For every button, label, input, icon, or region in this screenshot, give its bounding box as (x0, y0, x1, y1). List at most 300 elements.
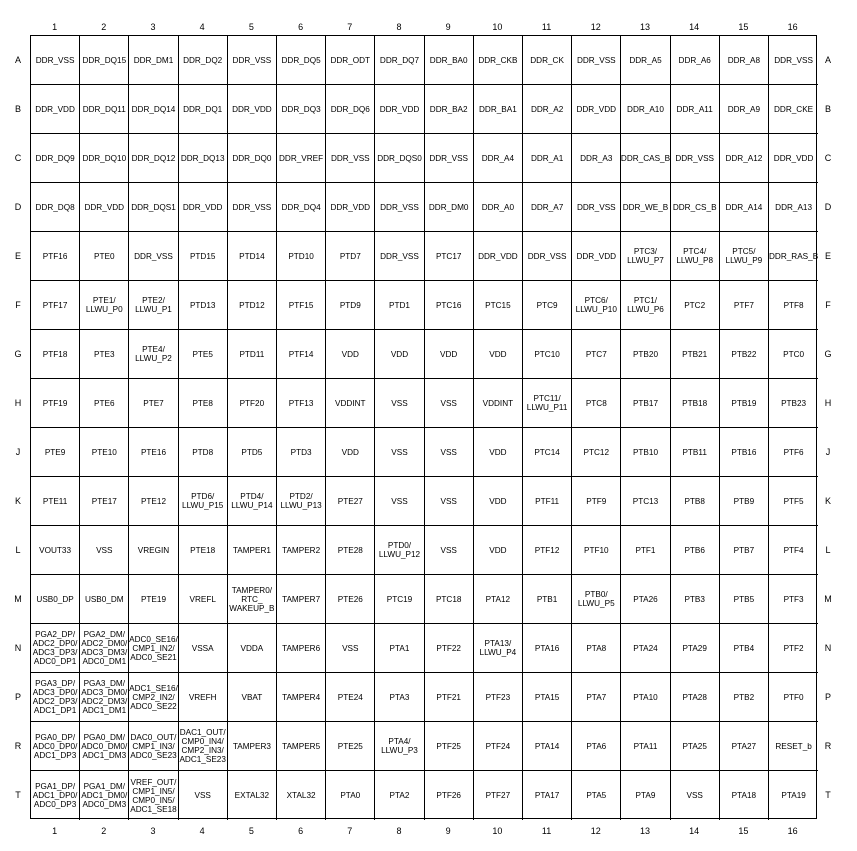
pin-cell: DDR_A2 (523, 85, 572, 134)
pin-cell: DDR_DQ4 (277, 183, 326, 232)
pin-cell: PTF16 (31, 232, 80, 281)
pin-cell: PTC16 (425, 281, 474, 330)
pin-cell: PTF5 (769, 477, 818, 526)
pin-cell: VDD (326, 428, 375, 477)
pin-cell: VREFL (179, 575, 228, 624)
pin-cell: PTF17 (31, 281, 80, 330)
pin-cell: PTD9 (326, 281, 375, 330)
pin-cell: PTC2 (671, 281, 720, 330)
pin-cell: XTAL32 (277, 771, 326, 820)
pin-cell: DDR_CK (523, 36, 572, 85)
pin-cell: PTF9 (572, 477, 621, 526)
pin-cell: PTB22 (720, 330, 769, 379)
column-number: 10 (492, 826, 503, 836)
pin-cell: DDR_VREF (277, 134, 326, 183)
pin-cell: PTF19 (31, 379, 80, 428)
pin-cell: DDR_VSS (31, 36, 80, 85)
pin-cell: DDR_VSS (572, 183, 621, 232)
row-letter: J (825, 446, 831, 457)
pin-cell: PTD5 (228, 428, 277, 477)
pin-cell: PTA12 (474, 575, 523, 624)
column-number: 6 (298, 826, 304, 836)
column-number: 4 (199, 826, 205, 836)
pin-cell: PTA1 (375, 624, 424, 673)
pin-cell: VREGIN (129, 526, 178, 575)
pin-cell: VDD (474, 428, 523, 477)
pin-cell: VSS (671, 771, 720, 820)
pin-cell: PTE4/ LLWU_P2 (129, 330, 178, 379)
row-letter: R (14, 740, 22, 751)
pin-cell: PTB3 (671, 575, 720, 624)
pin-cell: PTA18 (720, 771, 769, 820)
pin-cell: DDR_A1 (523, 134, 572, 183)
pin-cell: PTE27 (326, 477, 375, 526)
pin-cell: VREFH (179, 673, 228, 722)
pin-cell: PTF11 (523, 477, 572, 526)
pin-cell: PTA9 (621, 771, 670, 820)
pin-cell: PTE28 (326, 526, 375, 575)
row-letter: L (15, 544, 21, 555)
pin-cell: PTB9 (720, 477, 769, 526)
pin-cell: PTD0/ LLWU_P12 (375, 526, 424, 575)
pin-cell: PTB20 (621, 330, 670, 379)
pin-cell: DDR_DQ0 (228, 134, 277, 183)
row-letter: M (14, 593, 22, 604)
pin-cell: PTD6/ LLWU_P15 (179, 477, 228, 526)
pin-cell: PTD2/ LLWU_P13 (277, 477, 326, 526)
pin-cell: PTE9 (31, 428, 80, 477)
column-number: 4 (199, 22, 205, 32)
pin-cell: VOUT33 (31, 526, 80, 575)
pin-cell: PTA0 (326, 771, 375, 820)
pin-cell: DDR_VDD (31, 85, 80, 134)
pin-cell: DDR_BA1 (474, 85, 523, 134)
pin-cell: PTF14 (277, 330, 326, 379)
pin-cell: PTC10 (523, 330, 572, 379)
row-letter: L (825, 544, 831, 555)
pin-cell: PTA16 (523, 624, 572, 673)
pin-cell: DDR_VDD (326, 183, 375, 232)
pin-cell: PTC18 (425, 575, 474, 624)
pin-cell: TAMPER4 (277, 673, 326, 722)
pin-cell: PTC9 (523, 281, 572, 330)
row-letter: G (14, 348, 22, 359)
pin-cell: DDR_A10 (621, 85, 670, 134)
row-letter: A (14, 54, 21, 65)
pin-cell: DDR_A13 (769, 183, 818, 232)
pin-cell: VSSA (179, 624, 228, 673)
pin-cell: DDR_WE_B (621, 183, 670, 232)
pin-cell: DDR_DQ10 (80, 134, 129, 183)
row-letter: M (824, 593, 832, 604)
pin-cell: PTC19 (375, 575, 424, 624)
pin-cell: PTA10 (621, 673, 670, 722)
ball-map-grid (30, 35, 817, 819)
pin-cell: USB0_DP (31, 575, 80, 624)
pin-cell: DDR_A3 (572, 134, 621, 183)
pin-cell: DDR_A5 (621, 36, 670, 85)
pin-cell: PTA25 (671, 722, 720, 771)
pin-cell: DDR_BA2 (425, 85, 474, 134)
pin-cell: PTE12 (129, 477, 178, 526)
pin-cell: USB0_DM (80, 575, 129, 624)
pin-cell: DDR_CKB (474, 36, 523, 85)
pin-cell: DDR_VSS (326, 134, 375, 183)
pin-cell: DDR_VDD (375, 85, 424, 134)
pin-cell: PTA11 (621, 722, 670, 771)
pin-cell: PGA3_DM/ ADC3_DM0/ ADC2_DM3/ ADC1_DM1 (80, 673, 129, 722)
pin-cell: PTA13/ LLWU_P4 (474, 624, 523, 673)
pin-cell: TAMPER1 (228, 526, 277, 575)
row-letter: D (14, 201, 22, 212)
column-number: 15 (738, 826, 749, 836)
pin-cell: VSS (425, 379, 474, 428)
column-number: 7 (347, 826, 353, 836)
pin-cell: EXTAL32 (228, 771, 277, 820)
pin-cell: DDR_VSS (671, 134, 720, 183)
pin-cell: PTF18 (31, 330, 80, 379)
pin-cell: PTF4 (769, 526, 818, 575)
pin-cell: DDR_VDD (80, 183, 129, 232)
pin-cell: VDD (375, 330, 424, 379)
pin-cell: PTF23 (474, 673, 523, 722)
pin-cell: PTC14 (523, 428, 572, 477)
row-letter: E (14, 250, 21, 261)
pin-cell: DDR_A4 (474, 134, 523, 183)
row-letter: H (824, 397, 832, 408)
pin-cell: PTE5 (179, 330, 228, 379)
pin-cell: TAMPER5 (277, 722, 326, 771)
pin-cell: DDR_A6 (671, 36, 720, 85)
pin-cell: PTA6 (572, 722, 621, 771)
pin-cell: PTE26 (326, 575, 375, 624)
pin-cell: DDR_VSS (375, 232, 424, 281)
column-number: 11 (541, 826, 552, 836)
pin-cell: DDR_DQ14 (129, 85, 178, 134)
pin-cell: TAMPER7 (277, 575, 326, 624)
pin-cell: DDR_VSS (769, 36, 818, 85)
pin-cell: VDD (474, 477, 523, 526)
pin-cell: PTA3 (375, 673, 424, 722)
pin-cell: PGA3_DP/ ADC3_DP0/ ADC2_DP3/ ADC1_DP1 (31, 673, 80, 722)
pin-cell: PTC7 (572, 330, 621, 379)
pin-cell: DDR_DM1 (129, 36, 178, 85)
column-number: 13 (639, 22, 650, 32)
pin-cell: TAMPER2 (277, 526, 326, 575)
pin-cell: PTE11 (31, 477, 80, 526)
pin-cell: DAC1_OUT/ CMP0_IN4/ CMP2_IN3/ ADC1_SE23 (179, 722, 228, 771)
pin-cell: DDR_DQ1 (179, 85, 228, 134)
pin-cell: PTA26 (621, 575, 670, 624)
row-letter: B (824, 103, 831, 114)
pin-cell: PTA14 (523, 722, 572, 771)
pin-cell: PTA24 (621, 624, 670, 673)
pin-cell: DDR_CAS_B (621, 134, 670, 183)
pin-cell: DDR_VDD (572, 232, 621, 281)
pin-cell: PTB21 (671, 330, 720, 379)
pin-cell: PTD12 (228, 281, 277, 330)
row-letter: T (825, 789, 831, 800)
pin-cell: ADC1_SE16/ CMP2_IN2/ ADC0_SE22 (129, 673, 178, 722)
row-letter: N (14, 642, 22, 653)
pin-cell: PTB17 (621, 379, 670, 428)
pin-cell: PTB10 (621, 428, 670, 477)
pin-cell: PTC13 (621, 477, 670, 526)
pin-cell: PTC6/ LLWU_P10 (572, 281, 621, 330)
pin-cell: PTE17 (80, 477, 129, 526)
pin-cell: PTB16 (720, 428, 769, 477)
row-letter: F (15, 299, 21, 310)
pin-cell: PTA29 (671, 624, 720, 673)
row-letter: D (824, 201, 832, 212)
pin-cell: DDR_DQ15 (80, 36, 129, 85)
pin-cell: DDR_A9 (720, 85, 769, 134)
pin-cell: PGA2_DP/ ADC2_DP0/ ADC3_DP3/ ADC0_DP1 (31, 624, 80, 673)
pin-cell: PTD15 (179, 232, 228, 281)
pin-cell: PGA1_DM/ ADC1_DM0/ ADC0_DM3 (80, 771, 129, 820)
pin-cell: PTE10 (80, 428, 129, 477)
row-letter: P (14, 691, 21, 702)
pin-cell: DDR_CS_B (671, 183, 720, 232)
pin-cell: PTC4/ LLWU_P8 (671, 232, 720, 281)
column-number: 15 (738, 22, 749, 32)
pin-cell: DDR_VDD (179, 183, 228, 232)
pin-cell: DDR_RAS_B (769, 232, 818, 281)
column-number: 1 (52, 22, 58, 32)
pin-cell: PTF1 (621, 526, 670, 575)
pin-cell: PTE7 (129, 379, 178, 428)
pin-cell: PTF27 (474, 771, 523, 820)
pin-cell: DDR_VSS (523, 232, 572, 281)
pin-cell: DDR_VDD (769, 134, 818, 183)
pin-cell: VDDINT (326, 379, 375, 428)
column-number: 9 (445, 826, 451, 836)
pin-cell: DDR_VSS (228, 36, 277, 85)
pin-cell: PTE8 (179, 379, 228, 428)
pin-cell: DDR_CKE (769, 85, 818, 134)
pin-cell: VSS (425, 477, 474, 526)
pin-cell: PTF7 (720, 281, 769, 330)
pin-cell: PGA1_DP/ ADC1_DP0/ ADC0_DP3 (31, 771, 80, 820)
pin-cell: PTE25 (326, 722, 375, 771)
pin-cell: PTB4 (720, 624, 769, 673)
pin-cell: VDD (474, 526, 523, 575)
pin-cell: DDR_VDD (572, 85, 621, 134)
row-letter: K (824, 495, 831, 506)
pin-cell: DDR_A0 (474, 183, 523, 232)
pin-cell: PTE0 (80, 232, 129, 281)
column-number: 9 (445, 22, 451, 32)
pin-cell: PTD8 (179, 428, 228, 477)
column-number: 13 (639, 826, 650, 836)
pin-cell: PTA4/ LLWU_P3 (375, 722, 424, 771)
pin-cell: VSS (375, 477, 424, 526)
pin-cell: PTA2 (375, 771, 424, 820)
pin-cell: PTC15 (474, 281, 523, 330)
column-number: 14 (689, 22, 700, 32)
pin-cell: PTF25 (425, 722, 474, 771)
pin-cell: VSS (425, 526, 474, 575)
pin-cell: DDR_DQ11 (80, 85, 129, 134)
pin-cell: PTD13 (179, 281, 228, 330)
pin-cell: PTF24 (474, 722, 523, 771)
column-number: 2 (101, 826, 107, 836)
pin-cell: PTB2 (720, 673, 769, 722)
pin-cell: PTE19 (129, 575, 178, 624)
pin-cell: VDD (425, 330, 474, 379)
row-letter: B (14, 103, 21, 114)
row-letter: R (824, 740, 832, 751)
pin-cell: DDR_VSS (129, 232, 178, 281)
pin-cell: PTA7 (572, 673, 621, 722)
pin-cell: DDR_BA0 (425, 36, 474, 85)
row-letter: H (14, 397, 22, 408)
pin-cell: DDR_DQ9 (31, 134, 80, 183)
pin-cell: PTF15 (277, 281, 326, 330)
pin-cell: PTA5 (572, 771, 621, 820)
pin-cell: PTC8 (572, 379, 621, 428)
pin-cell: VSS (326, 624, 375, 673)
pin-cell: VBAT (228, 673, 277, 722)
column-number: 10 (492, 22, 503, 32)
pin-cell: PTB5 (720, 575, 769, 624)
row-letter: K (14, 495, 21, 506)
column-number: 12 (590, 826, 601, 836)
pin-cell: PTE24 (326, 673, 375, 722)
pin-cell: DDR_A11 (671, 85, 720, 134)
pin-cell: VSS (375, 379, 424, 428)
pin-cell: PTB18 (671, 379, 720, 428)
pin-cell: PTE1/ LLWU_P0 (80, 281, 129, 330)
pin-cell: PTF20 (228, 379, 277, 428)
pin-cell: DDR_DQ6 (326, 85, 375, 134)
pin-cell: DDR_DQ3 (277, 85, 326, 134)
pin-cell: VREF_OUT/ CMP1_IN5/ CMP0_IN5/ ADC1_SE18 (129, 771, 178, 820)
pin-cell: DDR_DQ2 (179, 36, 228, 85)
pin-cell: PTF22 (425, 624, 474, 673)
pin-cell: PTA17 (523, 771, 572, 820)
pin-cell: PTF0 (769, 673, 818, 722)
pin-cell: PTC1/ LLWU_P6 (621, 281, 670, 330)
row-letter: C (824, 152, 832, 163)
row-letter: P (824, 691, 831, 702)
pin-cell: PTC0 (769, 330, 818, 379)
column-number: 2 (101, 22, 107, 32)
column-number: 16 (787, 826, 798, 836)
column-number: 3 (150, 22, 156, 32)
pin-cell: VDD (326, 330, 375, 379)
pin-cell: PTE2/ LLWU_P1 (129, 281, 178, 330)
pin-cell: DDR_A7 (523, 183, 572, 232)
pin-cell: DAC0_OUT/ CMP1_IN3/ ADC0_SE23 (129, 722, 178, 771)
pin-cell: DDR_DQ5 (277, 36, 326, 85)
pin-cell: PGA2_DM/ ADC2_DM0/ ADC3_DM3/ ADC0_DM1 (80, 624, 129, 673)
pin-cell: PTC17 (425, 232, 474, 281)
pin-cell: PTA28 (671, 673, 720, 722)
pin-cell: DDR_DQ7 (375, 36, 424, 85)
pin-cell: PTA27 (720, 722, 769, 771)
pin-cell: PTD10 (277, 232, 326, 281)
pin-cell: PTA19 (781, 791, 806, 800)
pin-cell: PTB8 (671, 477, 720, 526)
pin-cell: VSS (179, 771, 228, 820)
pin-cell: PTE3 (80, 330, 129, 379)
pin-cell: PTF13 (277, 379, 326, 428)
pin-cell: PGA0_DP/ ADC0_DP0/ ADC1_DP3 (31, 722, 80, 771)
pin-cell: PTD1 (375, 281, 424, 330)
column-number: 8 (396, 826, 402, 836)
pin-cell: PTD7 (326, 232, 375, 281)
pin-cell: ADC0_SE16/ CMP1_IN2/ ADC0_SE21 (129, 624, 178, 673)
pin-cell: DDR_DQ12 (129, 134, 178, 183)
pin-cell: PTF12 (523, 526, 572, 575)
pin-cell: DDR_ODT (326, 36, 375, 85)
row-letter: C (14, 152, 22, 163)
pin-cell: VDDA (228, 624, 277, 673)
column-number: 5 (248, 22, 254, 32)
pin-cell: PTE16 (129, 428, 178, 477)
column-number: 5 (248, 826, 254, 836)
column-number: 16 (787, 22, 798, 32)
pin-cell: TAMPER6 (277, 624, 326, 673)
row-letter: G (824, 348, 832, 359)
pin-cell: PTA15 (523, 673, 572, 722)
pin-cell: PTD14 (228, 232, 277, 281)
pin-cell: PTF8 (769, 281, 818, 330)
pin-cell: DDR_DQ13 (179, 134, 228, 183)
pin-cell: PTE6 (80, 379, 129, 428)
pin-cell: VDDINT (474, 379, 523, 428)
pin-cell: PTC3/ LLWU_P7 (621, 232, 670, 281)
pin-cell: VDD (474, 330, 523, 379)
pin-cell: PTF10 (572, 526, 621, 575)
pin-cell: PTB6 (671, 526, 720, 575)
pin-cell: VSS (80, 526, 129, 575)
column-number: 3 (150, 826, 156, 836)
column-number: 11 (541, 22, 552, 32)
row-letter: T (15, 789, 21, 800)
pin-cell: TAMPER3 (228, 722, 277, 771)
pin-cell: DDR_A14 (720, 183, 769, 232)
pin-cell: PTE18 (179, 526, 228, 575)
pin-cell: DDR_DM0 (425, 183, 474, 232)
pin-cell: PTF21 (425, 673, 474, 722)
row-letter: F (825, 299, 831, 310)
pin-cell: PGA0_DM/ ADC0_DM0/ ADC1_DM3 (80, 722, 129, 771)
column-number: 8 (396, 22, 402, 32)
pin-cell: DDR_DQ8 (31, 183, 80, 232)
pin-cell: PTF6 (769, 428, 818, 477)
pin-cell: DDR_VSS (425, 134, 474, 183)
pin-cell: PTF26 (425, 771, 474, 820)
pin-cell: PTC5/ LLWU_P9 (720, 232, 769, 281)
pin-cell: PTA8 (572, 624, 621, 673)
pin-cell: PTB23 (769, 379, 818, 428)
pin-cell: PTF2 (769, 624, 818, 673)
column-number: 6 (298, 22, 304, 32)
pin-cell: DDR_VDD (474, 232, 523, 281)
pin-cell: PTD3 (277, 428, 326, 477)
pin-cell: DDR_VSS (228, 183, 277, 232)
pin-cell: VSS (375, 428, 424, 477)
pin-cell: TAMPER0/ RTC_ WAKEUP_B (228, 575, 277, 624)
pin-cell: PTD4/ LLWU_P14 (228, 477, 277, 526)
column-number: 14 (689, 826, 700, 836)
pin-cell: PTB1 (523, 575, 572, 624)
pin-cell: DDR_A8 (720, 36, 769, 85)
pin-cell: DDR_VSS (375, 183, 424, 232)
row-letter: A (824, 54, 831, 65)
